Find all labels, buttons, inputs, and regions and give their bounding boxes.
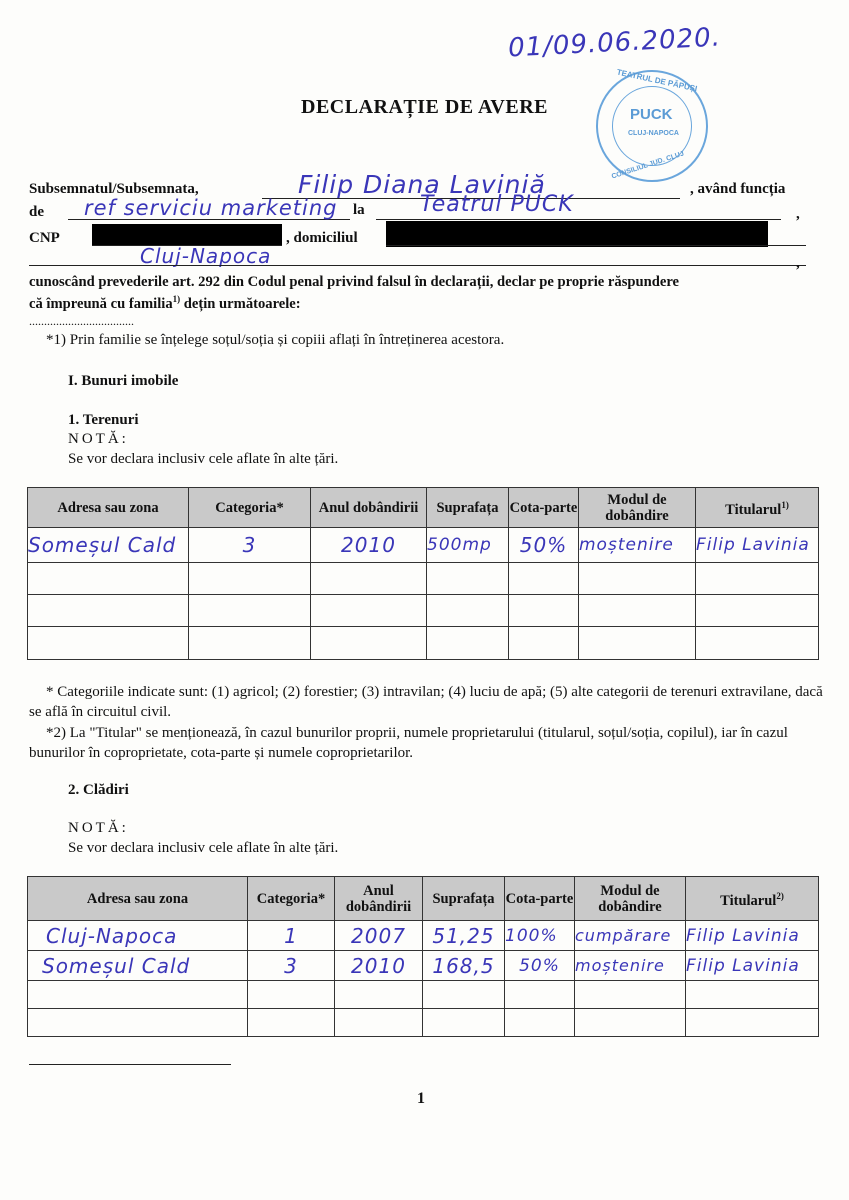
col-titularul <box>686 877 819 921</box>
cnp-label: CNP <box>29 230 60 246</box>
cladiri-nota: NOTĂ: <box>68 820 129 836</box>
col-adresa: Adresa sau zona <box>28 488 189 528</box>
cell-cota: 100% <box>505 921 575 951</box>
footnote-rule <box>29 1064 231 1065</box>
cladiri-table <box>27 876 819 1037</box>
comma-2: , <box>796 255 800 271</box>
col-suprafata: Suprafața <box>427 488 509 528</box>
date-handwritten: 01/09.06.2020. <box>507 22 722 64</box>
table-row <box>28 921 819 951</box>
col-adresa: Adresa sau zona <box>28 877 248 921</box>
col-titularul-label: Titularul <box>720 892 777 909</box>
terenuri-table <box>27 487 819 660</box>
declaration-family: că împreună cu familia <box>29 295 173 312</box>
page-title: DECLARAȚIE DE AVERE <box>301 96 548 118</box>
cell-anul: 2007 <box>335 921 423 951</box>
declaration-sup: 1) <box>172 294 181 304</box>
address-handwritten: Cluj-Napoca <box>140 244 272 268</box>
page-number: 1 <box>417 1090 425 1107</box>
domiciliul-label: , domiciliul <box>286 230 358 246</box>
table-row <box>28 563 819 595</box>
la-label: la <box>353 202 365 218</box>
col-modul: Modul de dobândire <box>579 488 696 528</box>
function-handwritten: ref serviciu marketing <box>84 196 338 220</box>
col-cota: Cota-parte <box>505 877 575 921</box>
name-handwritten: Filip Diana Laviniă <box>298 170 546 199</box>
cell-modul: cumpărare <box>575 921 686 951</box>
stamp-bottom-text: CONSILIUL JUD. CLUJ <box>610 150 685 181</box>
declaration-text-line-1: cunoscând prevederile art. 292 din Codul penal privind falsul în declarații, declar pe proprie răspundere <box>29 274 680 290</box>
employer-line <box>376 219 781 220</box>
col-modul: Modul de dobândire <box>575 877 686 921</box>
table-row <box>28 595 819 627</box>
declaration-ending: dețin următoarele: <box>180 295 301 312</box>
cell-anul: 2010 <box>311 528 427 563</box>
col-titularul-sup: 2) <box>776 891 784 902</box>
address-redacted <box>386 221 768 247</box>
cell-categoria: 3 <box>189 528 311 563</box>
cell-suprafata: 168,5 <box>423 951 505 981</box>
cell-titularul: Filip Lavinia <box>686 951 819 981</box>
address-line-2 <box>29 265 806 266</box>
table-row <box>28 981 819 1009</box>
cell-categoria: 1 <box>248 921 335 951</box>
cell-adresa: Cluj-Napoca <box>28 921 248 951</box>
avand-functia-label: , având funcția <box>690 181 786 197</box>
comma-1: , <box>796 206 800 222</box>
institution-stamp <box>596 67 708 182</box>
note-titular: *2) La "Titular" se menționează, în cazul bunurilor proprii, numele proprietarului (titularul, soțul/soția, copilul), iar în cazul bunurilor în coproprietate, cota-parte și numele coproprietarilor. <box>29 725 788 761</box>
note-categories: * Categoriile indicate sunt: (1) agricol; (2) forestier; (3) intravilan; (4) luciu de apă; (5) alte categorii de terenuri extravilane, dacă se află în circuitul civil. <box>29 684 823 720</box>
declaration-text-line-2 <box>29 294 301 313</box>
footnote-family: *1) Prin familie se înțelege soțul/soția și copiii aflați în întreținerea acestora. <box>46 332 505 348</box>
subsemnatul-label: Subsemnatul/Subsemnata, <box>29 181 199 197</box>
cladiri-nota-text: Se vor declara inclusiv cele aflate în alte țări. <box>68 840 339 856</box>
col-categoria: Categoria* <box>189 488 311 528</box>
cell-adresa: Someșul Cald <box>28 951 248 981</box>
cell-suprafata: 51,25 <box>423 921 505 951</box>
table-row <box>28 951 819 981</box>
cell-titularul: Filip Lavinia <box>696 528 819 563</box>
cell-anul: 2010 <box>335 951 423 981</box>
cell-adresa: Someșul Cald <box>28 528 189 563</box>
stamp-city-text: CLUJ-NAPOCA <box>628 130 679 137</box>
employer-handwritten: Teatrul PUCK <box>420 192 574 217</box>
col-titularul-sup: 1) <box>781 500 789 511</box>
table-row <box>28 1009 819 1037</box>
terenuri-nota-text: Se vor declara inclusiv cele aflate în alte țări. <box>68 451 339 467</box>
table-row <box>28 528 819 563</box>
cell-modul: moștenire <box>575 951 686 981</box>
cell-cota: 50% <box>509 528 579 563</box>
col-suprafata: Suprafața <box>423 877 505 921</box>
col-categoria: Categoria* <box>248 877 335 921</box>
col-cota: Cota-parte <box>509 488 579 528</box>
col-anul: Anul dobândirii <box>311 488 427 528</box>
col-titularul <box>696 488 819 528</box>
col-anul: Anul dobândirii <box>335 877 423 921</box>
cnp-redacted <box>92 224 282 246</box>
stamp-center-text: PUCK <box>630 106 673 123</box>
col-titularul-label: Titularul <box>725 501 782 518</box>
terenuri-nota: NOTĂ: <box>68 431 129 447</box>
cell-titularul: Filip Lavinia <box>686 921 819 951</box>
cell-categoria: 3 <box>248 951 335 981</box>
section-1-heading: I. Bunuri imobile <box>68 373 179 389</box>
table-row <box>28 627 819 660</box>
cell-modul: moștenire <box>579 528 696 563</box>
de-label: de <box>29 204 44 220</box>
stamp-top-text: TEATRUL DE PĂPUȘI <box>615 67 698 94</box>
cladiri-heading: 2. Clădiri <box>68 782 129 798</box>
dotted-separator: ................................... <box>29 314 134 328</box>
cell-cota: 50% <box>505 951 575 981</box>
cell-suprafata: 500mp <box>427 528 509 563</box>
address-line-1 <box>386 245 806 246</box>
terenuri-heading: 1. Terenuri <box>68 412 139 428</box>
